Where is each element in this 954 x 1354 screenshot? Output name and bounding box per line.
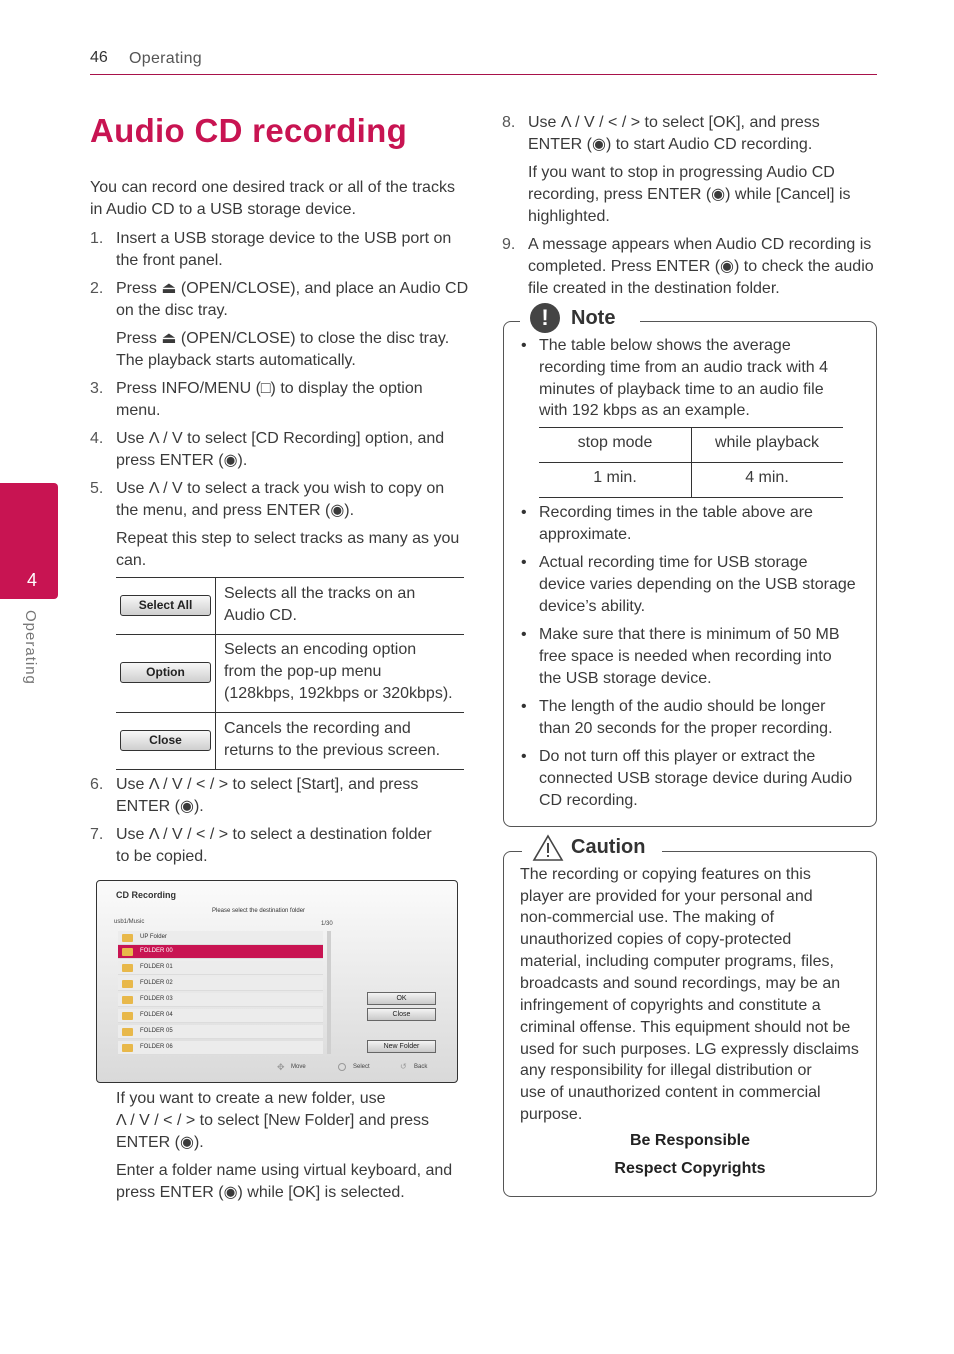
table-divider: [215, 577, 216, 769]
enter-icon: [338, 1063, 346, 1071]
caution-text: unauthorized copies of copy-protected: [520, 931, 792, 948]
step-text: Repeat this step to select tracks as many as you: [116, 530, 460, 547]
table-rule: [116, 769, 464, 770]
new-folder-button[interactable]: New Folder: [367, 1040, 436, 1053]
ok-button[interactable]: OK: [367, 992, 436, 1005]
close-button[interactable]: Close: [120, 730, 211, 751]
slogan-be-responsible: Be Responsible: [629, 1132, 751, 1149]
close-button[interactable]: Close: [367, 1008, 436, 1021]
back-icon: ↺: [400, 1062, 407, 1071]
step-text: press ENTER (◉) while [OK] is selected.: [116, 1184, 405, 1201]
folder-name: FOLDER 06: [140, 1044, 173, 1050]
step-text: The playback starts automatically.: [116, 352, 356, 369]
step-text: the menu, and press ENTER (◉).: [116, 502, 355, 519]
note-text: than 20 seconds for the proper recording.: [539, 720, 833, 737]
folder-name: FOLDER 05: [140, 1028, 173, 1034]
section-title: Operating: [129, 50, 202, 67]
step-text: completed. Press ENTER (◉) to check the audio: [528, 258, 874, 275]
caution-text: purpose.: [520, 1106, 583, 1123]
step-text: If you want to create a new folder, use: [116, 1090, 386, 1107]
cd-recording-screen: [96, 880, 458, 1083]
select-all-button[interactable]: Select All: [120, 595, 211, 616]
folder-icon: [122, 980, 133, 988]
folder-row[interactable]: [118, 931, 323, 945]
folder-name: FOLDER 04: [140, 1012, 173, 1018]
intro-line: You can record one desired track or all of the tracks: [90, 179, 455, 196]
caution-text: infringement of copyrights and constitute a: [520, 997, 821, 1014]
intro-line: in Audio CD to a USB storage device.: [90, 201, 356, 218]
step-text: can.: [116, 552, 147, 569]
note-text: minutes of playback time to an audio file: [539, 381, 824, 398]
screen-title: CD Recording: [116, 890, 177, 900]
step-text: Use Λ / V / < / > to select [OK], and press: [528, 114, 820, 131]
folder-icon: [122, 1028, 133, 1036]
note-bullet: • Recording times in the table above are: [539, 502, 813, 524]
table-rule: [116, 577, 464, 578]
slogan-respect-copyrights: Respect Copyrights: [614, 1160, 766, 1177]
folder-row[interactable]: [118, 977, 323, 991]
page-number: 46: [90, 49, 108, 66]
move-arrows-icon: ✥: [277, 1062, 285, 1072]
note-text: free space is needed when recording into: [539, 648, 832, 665]
note-bullet: • The length of the audio should be longer: [539, 696, 825, 718]
step-text: Use Λ / V to select a track you wish to copy on: [116, 480, 445, 497]
note-table-rule: [539, 497, 843, 498]
folder-name: UP Folder: [140, 934, 167, 940]
note-table-cell: 1 min.: [593, 469, 637, 486]
folder-row[interactable]: [118, 945, 323, 959]
folder-name: FOLDER 00: [140, 948, 173, 954]
folder-row[interactable]: [118, 961, 323, 975]
folder-name: FOLDER 01: [140, 964, 173, 970]
step-text: Λ / V / < / > to select [New Folder] and press: [116, 1112, 430, 1129]
folder-row[interactable]: [118, 1025, 323, 1039]
step-text: ENTER (◉).: [116, 1134, 204, 1151]
item-count: 1/30: [321, 921, 333, 927]
exclamation-icon: !: [530, 303, 560, 333]
step-number: 1.: [90, 230, 104, 247]
step-text: Press ⏏ (OPEN/CLOSE), and place an Audio CD: [116, 280, 469, 297]
step-text: A message appears when Audio CD recording is: [528, 236, 872, 253]
folder-icon: [122, 948, 133, 956]
step-text: press ENTER (◉).: [116, 452, 248, 469]
note-text: approximate.: [539, 526, 632, 543]
folder-icon: [122, 1012, 133, 1020]
footer-select: Select: [353, 1064, 370, 1070]
screen-subtitle: Please select the destination folder: [212, 908, 306, 914]
folder-name: FOLDER 02: [140, 980, 173, 986]
caution-title: Caution: [565, 836, 651, 859]
chapter-number: 4: [27, 570, 38, 590]
step-number: 2.: [90, 280, 104, 297]
table-cell: returns to the previous screen.: [224, 742, 441, 759]
folder-row[interactable]: [118, 1009, 323, 1023]
caution-text: use of unauthorized content in commercial: [520, 1084, 821, 1101]
header-rule: [90, 74, 877, 75]
note-bullet: • Actual recording time for USB storage: [539, 552, 808, 574]
step-text: Use Λ / V to select [CD Recording] option, and: [116, 430, 445, 447]
step-number: 9.: [502, 236, 516, 253]
step-text: Use Λ / V / < / > to select [Start], and press: [116, 776, 419, 793]
note-title: Note: [565, 307, 621, 330]
step-number: 8.: [502, 114, 516, 131]
step-text: highlighted.: [528, 208, 610, 225]
note-table-header: stop mode: [577, 434, 653, 451]
footer-back: Back: [414, 1064, 428, 1070]
step-number: 7.: [90, 826, 104, 843]
step-text: menu.: [116, 402, 161, 419]
scrollbar[interactable]: [327, 931, 331, 1054]
table-cell: Selects all the tracks on an: [224, 585, 416, 602]
step-number: 4.: [90, 430, 104, 447]
note-text: connected USB storage device during Audio: [539, 770, 853, 787]
table-cell: Selects an encoding option: [224, 641, 417, 658]
step-text: recording, press ENTER (◉) while [Cancel] is: [528, 186, 851, 203]
folder-icon: [122, 934, 133, 942]
option-button[interactable]: Option: [120, 662, 211, 683]
page-title: Audio CD recording: [90, 112, 408, 149]
note-text: device’s ability.: [539, 598, 646, 615]
note-text: the USB storage device.: [539, 670, 712, 687]
table-cell: Cancels the recording and: [224, 720, 411, 737]
note-text: recording time from an audio track with 4: [539, 359, 829, 376]
note-text: with 192 kbps as an example.: [539, 402, 750, 419]
step-text: ENTER (◉).: [116, 798, 204, 815]
footer-move: Move: [291, 1064, 306, 1070]
folder-name: FOLDER 03: [140, 996, 173, 1002]
note-bullet: • The table below shows the average: [539, 335, 791, 357]
note-text: CD recording.: [539, 792, 638, 809]
folder-row[interactable]: [118, 1041, 323, 1055]
step-text: file created in the destination folder.: [528, 280, 780, 297]
note-text: device varies depending on the USB storage: [539, 576, 856, 593]
note-bullet: • Do not turn off this player or extract the: [539, 746, 815, 768]
step-number: 5.: [90, 480, 104, 497]
table-cell: from the pop-up menu: [224, 663, 382, 680]
step-text: on the disc tray.: [116, 302, 228, 319]
step-text: Press INFO/MENU (□) to display the option: [116, 380, 423, 397]
step-text: to be copied.: [116, 848, 208, 865]
step-text: Insert a USB storage device to the USB port on: [116, 230, 452, 247]
step-text: Enter a folder name using virtual keyboard, and: [116, 1162, 453, 1179]
step-text: the front panel.: [116, 252, 223, 269]
caution-text: criminal offense. This equipment should not be: [520, 1019, 851, 1036]
table-rule: [116, 712, 464, 713]
step-text: If you want to stop in progressing Audio CD: [528, 164, 835, 181]
caution-text: broadcasts and sound recordings, may be an: [520, 975, 841, 992]
caution-text: player are provided for your personal and: [520, 888, 813, 905]
caution-text: any responsibility for illegal distribution or: [520, 1062, 812, 1079]
step-number: 6.: [90, 776, 104, 793]
folder-path: usb1/Music: [114, 919, 145, 925]
caution-text: material, including computer programs, files,: [520, 953, 834, 970]
caution-text: non-commercial use. The making of: [520, 909, 775, 926]
note-table-cell: 4 min.: [745, 469, 789, 486]
folder-icon: [122, 996, 133, 1004]
step-text: Press ⏏ (OPEN/CLOSE) to close the disc tray.: [116, 330, 450, 347]
folder-icon: [122, 964, 133, 972]
folder-row[interactable]: [118, 993, 323, 1007]
caution-text: used for such purposes. LG expressly disclaims: [520, 1041, 859, 1058]
step-number: 3.: [90, 380, 104, 397]
warning-icon: [532, 834, 564, 862]
step-text: Use Λ / V / < / > to select a destination folder: [116, 826, 432, 843]
caution-text: The recording or copying features on this: [520, 866, 811, 883]
chapter-label: Operating: [22, 610, 39, 685]
table-cell: Audio CD.: [224, 607, 297, 624]
table-cell: (128kbps, 192kbps or 320kbps).: [224, 685, 453, 702]
note-bullet: • Make sure that there is minimum of 50 MB: [539, 624, 840, 646]
step-text: ENTER (◉) to start Audio CD recording.: [528, 136, 813, 153]
folder-icon: [122, 1044, 133, 1052]
table-rule: [116, 634, 464, 635]
note-table-header: while playback: [714, 434, 820, 451]
